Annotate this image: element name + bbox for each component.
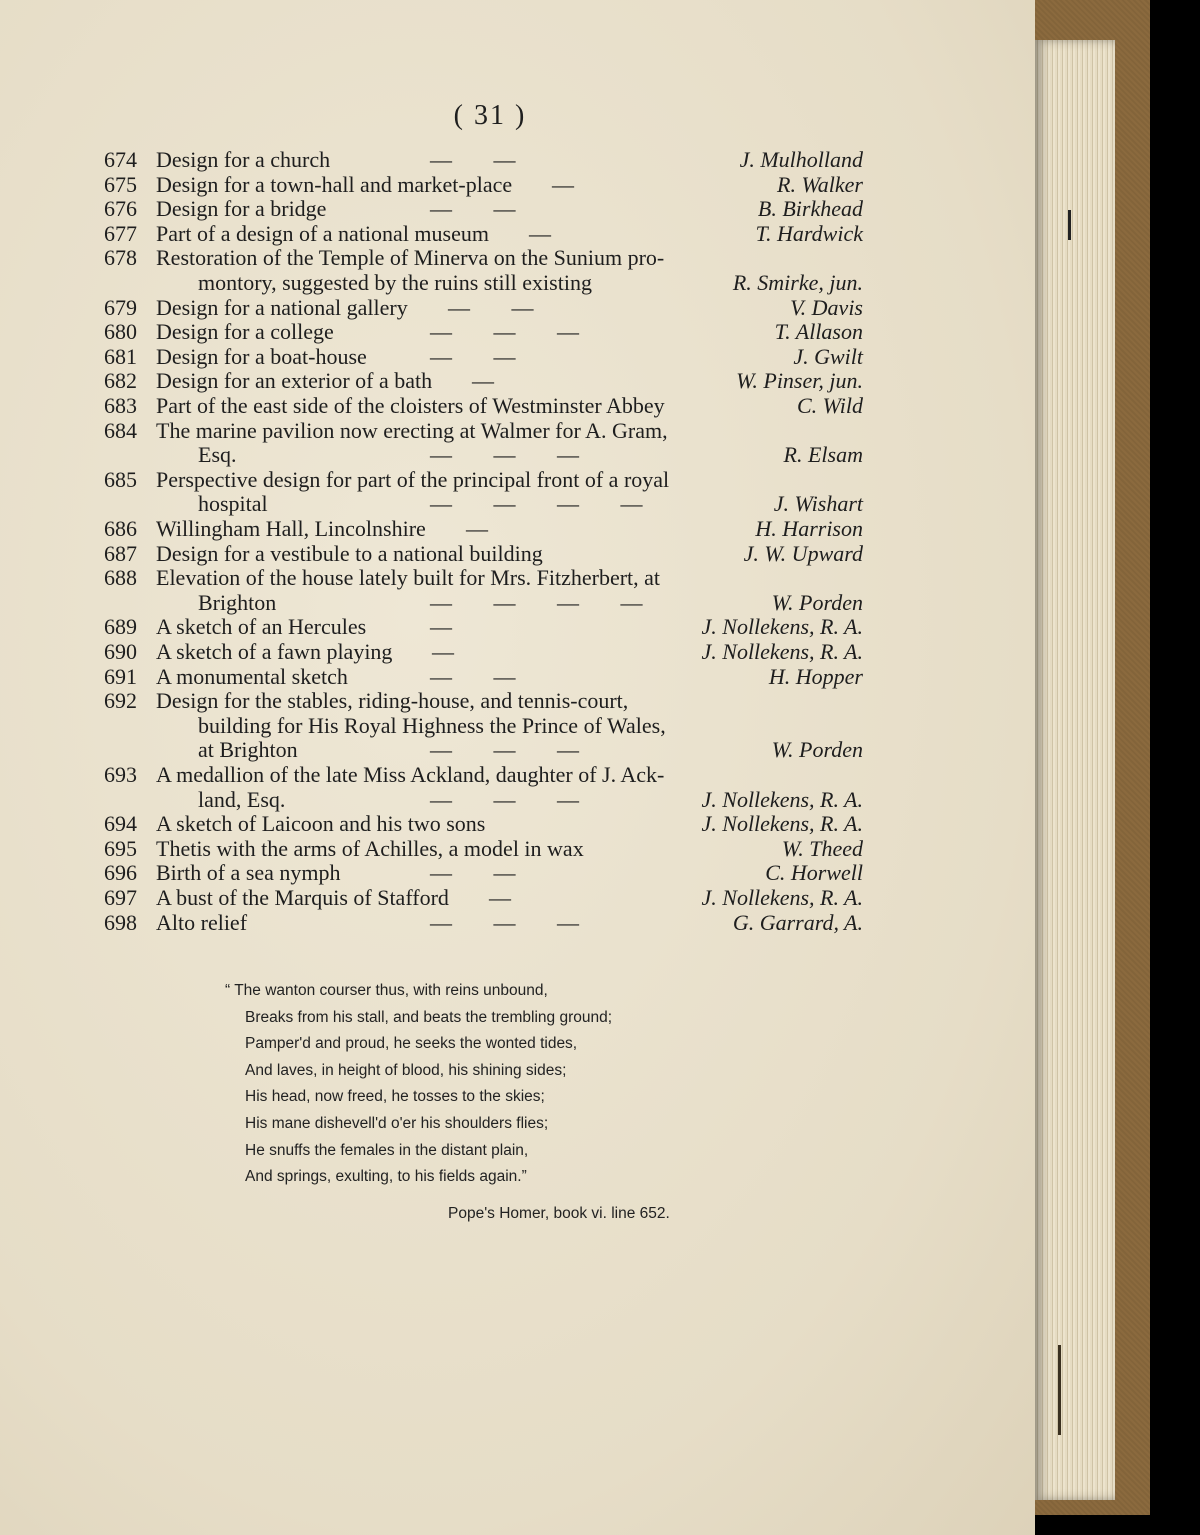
entry-dashes: —: [529, 220, 551, 246]
entry-number: 688: [104, 565, 137, 591]
entry-number: 684: [104, 417, 137, 443]
entry-artist: J. W. Upward: [743, 540, 863, 566]
entry-artist: T. Allason: [774, 319, 863, 345]
entry-artist: G. Garrard, A.: [732, 909, 863, 935]
entry-title: land, Esq.: [198, 786, 286, 812]
entry-artist: J. Nollekens, R. A.: [701, 786, 863, 812]
entry-number: 676: [104, 196, 137, 222]
entry-dashes: — — — —: [430, 491, 643, 517]
entry-dashes: — — —: [430, 786, 579, 812]
entry-artist: T. Hardwick: [755, 220, 863, 246]
entry-number: 680: [104, 319, 137, 345]
entry-number: 693: [104, 762, 137, 787]
entry-dashes: —: [472, 368, 494, 394]
entry-artist: W. Porden: [771, 737, 863, 763]
entry-title: Design for a church: [156, 147, 331, 172]
entry-artist: J. Nollekens, R. A.: [701, 885, 863, 910]
entry-dashes: — —: [430, 860, 516, 886]
entry-dashes: — — — —: [430, 589, 643, 615]
entry-title: Elevation of the house lately built for Mrs. Fitzherbert, at: [156, 565, 661, 591]
entry-artist: J. Nollekens, R. A.: [701, 811, 863, 837]
entry-number: 682: [104, 368, 137, 394]
poem-line: Breaks from his stall, and beats the trembling ground;: [245, 1008, 613, 1026]
entry-artist: C. Wild: [796, 393, 863, 418]
page-number: ( 31 ): [453, 100, 527, 131]
entry-title: at Brighton: [198, 737, 298, 763]
entry-dashes: —: [430, 614, 452, 640]
entry-dashes: — —: [430, 343, 516, 369]
entry-title: Design for a bridge: [156, 196, 327, 222]
entry-artist: J. Mulholland: [739, 147, 863, 172]
entry-dashes: —: [466, 516, 488, 541]
poem-line: And springs, exulting, to his fields again.”: [245, 1168, 527, 1186]
entry-number: 695: [104, 835, 137, 861]
entry-number: 686: [104, 516, 137, 541]
entry-artist: R. Elsam: [783, 442, 863, 468]
entry-title: montory, suggested by the ruins still existing: [198, 270, 592, 295]
entry-title: A sketch of Laicoon and his two sons: [156, 811, 486, 837]
entry-artist: W. Pinser, jun.: [736, 368, 863, 394]
entry-artist: J. Nollekens, R. A.: [701, 614, 863, 640]
entry-artist: J. Nollekens, R. A.: [701, 639, 863, 664]
entry-number: 677: [104, 220, 137, 246]
entry-number: 690: [104, 639, 137, 664]
entry-title: The marine pavilion now erecting at Walmer for A. Gram,: [156, 417, 668, 443]
entry-number: 675: [104, 171, 137, 197]
entry-dashes: —: [489, 885, 511, 910]
entry-dashes: — — —: [430, 909, 579, 935]
entry-artist: H. Harrison: [755, 516, 863, 541]
entry-number: 679: [104, 294, 137, 320]
entry-number: 698: [104, 909, 137, 935]
entry-artist: H. Hopper: [768, 663, 863, 689]
entry-dashes: — —: [430, 663, 516, 689]
entry-number: 689: [104, 614, 137, 640]
entry-title: Esq.: [198, 442, 237, 468]
poem-line: And laves, in height of blood, his shining sides;: [245, 1061, 567, 1079]
entry-title: A medallion of the late Miss Ackland, daughter of J. Ack-: [156, 762, 665, 787]
entry-number: 674: [104, 147, 137, 172]
entry-title: Alto relief: [156, 909, 248, 935]
entry-artist: J. Wishart: [773, 491, 863, 517]
entry-dashes: — —: [430, 147, 516, 172]
entry-dashes: — — —: [430, 737, 579, 763]
binding-mark: [1058, 1345, 1061, 1435]
entry-title: Design for a vestibule to a national building: [156, 540, 543, 566]
entry-number: 687: [104, 540, 137, 566]
entry-number: 692: [104, 688, 137, 714]
entry-artist: R. Smirke, jun.: [732, 270, 863, 295]
entry-dashes: — —: [430, 196, 516, 222]
entry-number: 691: [104, 663, 137, 689]
poem-line: He snuffs the females in the distant plain,: [245, 1141, 529, 1159]
entry-dashes: — — —: [430, 319, 579, 345]
entry-title: Design for a boat-house: [156, 343, 367, 369]
poem-quotation: [225, 978, 745, 1191]
entry-title: Restoration of the Temple of Minerva on the Sunium pro-: [156, 245, 665, 271]
entry-dashes: —: [432, 639, 454, 664]
binding-mark: [1068, 210, 1071, 240]
entry-title: Design for the stables, riding-house, and tennis-court,: [156, 688, 629, 714]
entry-title: A sketch of an Hercules: [156, 614, 367, 640]
catalogue-entry: [0, 910, 1035, 940]
poem-citation: Pope's Homer, book vi. line 652.: [448, 1205, 670, 1222]
entry-dashes: — — —: [430, 442, 579, 468]
poem-line: His mane dishevell'd o'er his shoulders flies;: [245, 1114, 549, 1132]
entry-artist: W. Theed: [781, 835, 863, 861]
entry-dashes: —: [552, 171, 574, 197]
entry-title: A monumental sketch: [156, 663, 348, 689]
entry-title: A sketch of a fawn playing: [156, 639, 393, 664]
entry-title: Willingham Hall, Lincolnshire: [156, 516, 426, 541]
poem-line: His head, now freed, he tosses to the skies;: [245, 1088, 545, 1106]
entry-title: hospital: [198, 491, 268, 517]
entry-number: 694: [104, 811, 137, 837]
entry-artist: R. Walker: [777, 171, 863, 197]
entry-title: Perspective design for part of the principal front of a royal: [156, 466, 670, 492]
page-edges: [1035, 40, 1115, 1500]
entry-title: building for His Royal Highness the Prince of Wales,: [198, 712, 666, 738]
poem-line: Pamper'd and proud, he seeks the wonted tides,: [245, 1035, 578, 1053]
entry-dashes: — —: [448, 294, 534, 320]
entry-title: Design for a town-hall and market-place: [156, 171, 513, 197]
entry-artist: C. Horwell: [765, 860, 863, 886]
entry-number: 683: [104, 393, 137, 418]
entry-title: A bust of the Marquis of Stafford: [156, 885, 449, 910]
entry-artist: J. Gwilt: [793, 343, 863, 369]
entry-title: Design for a college: [156, 319, 334, 345]
entry-title: Thetis with the arms of Achilles, a model in wax: [156, 835, 584, 861]
entry-title: Brighton: [198, 589, 277, 615]
entry-artist: V. Davis: [790, 294, 863, 320]
entry-number: 678: [104, 245, 137, 271]
entry-title: Design for an exterior of a bath: [156, 368, 433, 394]
entry-number: 685: [104, 466, 137, 492]
entry-title: Birth of a sea nymph: [156, 860, 341, 886]
entry-artist: B. Birkhead: [757, 196, 863, 222]
entry-title: Part of a design of a national museum: [156, 220, 489, 246]
poem-line: “ The wanton courser thus, with reins unbound,: [225, 982, 548, 999]
entry-title: Part of the east side of the cloisters of Westminster Abbey: [156, 393, 665, 418]
entry-title: Design for a national gallery: [156, 294, 408, 320]
entry-number: 697: [104, 885, 137, 910]
entry-artist: W. Porden: [771, 589, 863, 615]
entry-number: 681: [104, 343, 137, 369]
entry-number: 696: [104, 860, 137, 886]
